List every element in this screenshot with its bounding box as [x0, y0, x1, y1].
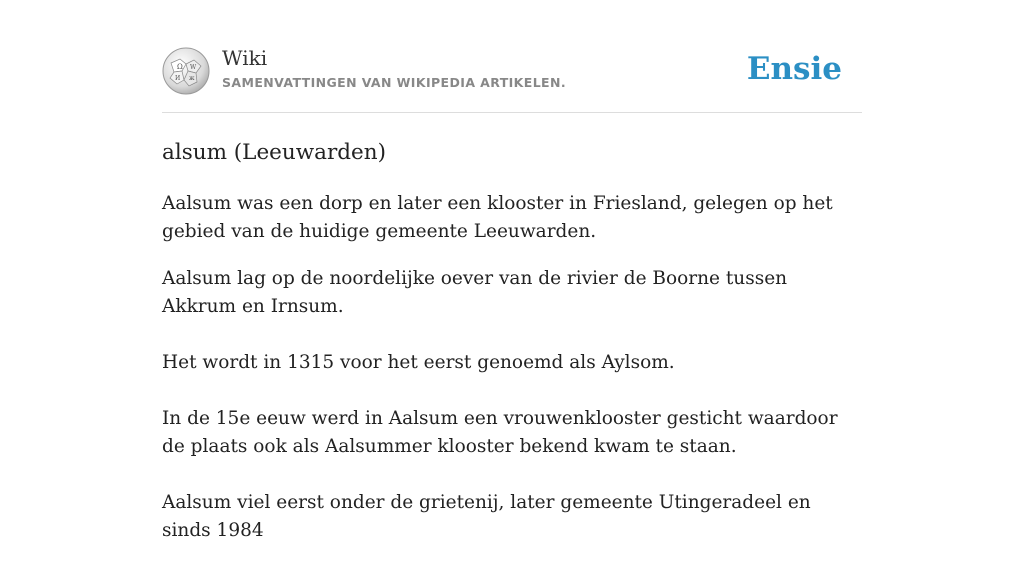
article-paragraph: Aalsum was een dorp en later een klooster in Friesland, gelegen op het gebied van de huidige gemeente Leeuwarden.	[162, 193, 833, 242]
article-paragraph: In de 15e eeuw werd in Aalsum een vrouwenklooster gesticht waardoor de plaats ook als Aalsummer klooster bekend kwam te staan.	[162, 408, 838, 457]
article-body	[162, 190, 862, 564]
svg-text:Ω: Ω	[177, 63, 183, 71]
svg-text:W: W	[190, 64, 197, 71]
site-header	[162, 40, 862, 113]
article-paragraph: Aalsum viel eerst onder de grietenij, later gemeente Utingeradeel en sinds 1984	[162, 492, 811, 541]
site-tagline: SAMENVATTINGEN VAN WIKIPEDIA ARTIKELEN.	[222, 75, 567, 90]
article-paragraph: Aalsum lag op de noordelijke oever van de rivier de Boorne tussen Akkrum en Irnsum.	[162, 268, 788, 317]
svg-text:ж: ж	[189, 75, 195, 82]
site-title[interactable]: Wiki	[222, 46, 268, 70]
article-paragraph: Het wordt in 1315 voor het eerst genoemd als Aylsom.	[162, 352, 675, 373]
page-title: alsum (Leeuwarden)	[162, 140, 386, 165]
brand-logo-link[interactable]: Ensie	[746, 51, 842, 87]
page-container	[162, 40, 862, 541]
svg-text:И: И	[175, 75, 181, 82]
wikipedia-globe-icon[interactable]	[162, 47, 210, 95]
